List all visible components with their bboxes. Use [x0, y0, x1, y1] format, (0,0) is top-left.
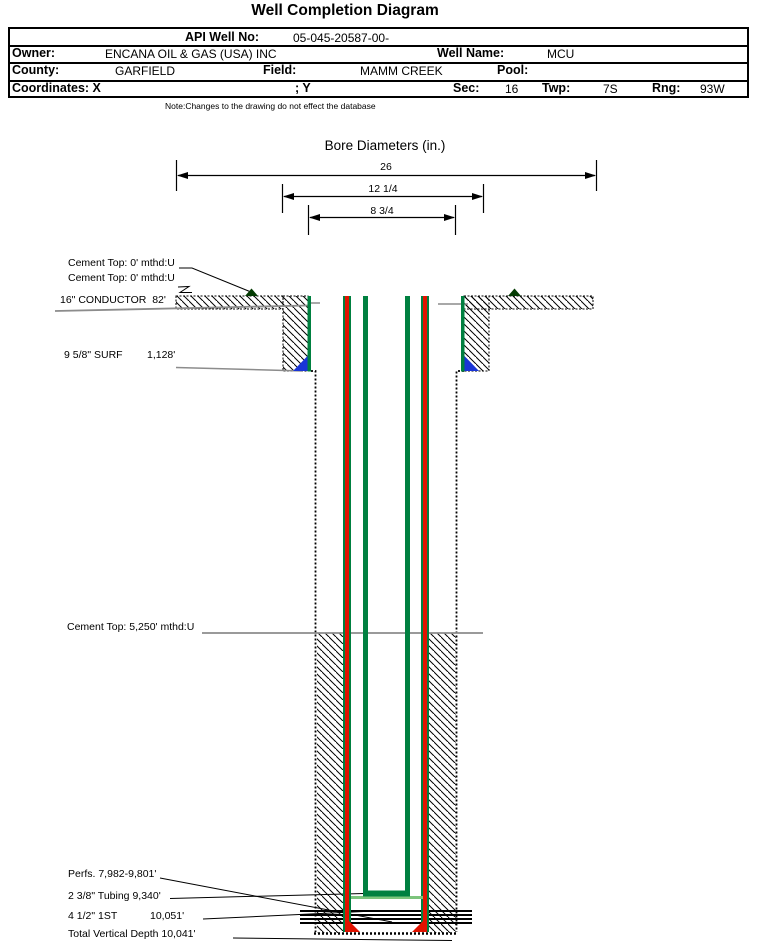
- api-label: API Well No:: [185, 30, 260, 44]
- dimension-26: [177, 160, 597, 191]
- coordinates-label: Coordinates: X: [12, 81, 101, 95]
- surface-casing-depth: 1,128': [147, 349, 176, 361]
- sec-value: 16: [505, 82, 519, 96]
- bore-diameter-12-1-4: 12 1/4: [368, 183, 398, 195]
- tvd-label: Total Vertical Depth 10,041': [68, 928, 196, 940]
- conductor-shoe-marker-right: [508, 289, 521, 297]
- first-casing-label: 4 1/2" 1ST: [68, 910, 118, 922]
- field-label: Field:: [263, 63, 297, 77]
- twp-label: Twp:: [542, 81, 571, 95]
- database-note: Note:Changes to the drawing do not effect the database: [165, 101, 376, 111]
- leader-lines: [55, 268, 483, 941]
- well-name-value: MCU: [547, 47, 575, 61]
- cement-top-5250-label: Cement Top: 5,250' mthd:U: [67, 621, 195, 633]
- perfs-label: Perfs. 7,982-9,801': [68, 868, 157, 880]
- production-cement-left: [317, 633, 343, 933]
- coordinate-y-label: ; Y: [295, 81, 311, 95]
- rng-value: 93W: [700, 82, 725, 96]
- production-casing-left: [345, 296, 349, 932]
- bore-diameter-26: 26: [380, 161, 392, 173]
- well-name-label: Well Name:: [437, 46, 505, 60]
- dimension-12-1-4: [283, 184, 484, 213]
- tvd-leader: [233, 938, 452, 941]
- conductor-shoe-marker-left: [245, 289, 258, 297]
- rng-label: Rng:: [652, 81, 681, 95]
- surface-casing-right: [461, 296, 465, 372]
- page-title: Well Completion Diagram: [251, 2, 439, 19]
- owner-value: ENCANA OIL & GAS (USA) INC: [105, 47, 277, 61]
- tubing-left: [363, 296, 368, 896]
- bore-diameters-title: Bore Diameters (in.): [324, 138, 446, 153]
- dimension-8-3-4: [309, 205, 456, 235]
- first-casing-depth: 10,051': [150, 910, 185, 922]
- tubing-bottom: [363, 891, 410, 897]
- twp-value: 7S: [603, 82, 618, 96]
- sec-label: Sec:: [453, 81, 480, 95]
- production-casing-right: [423, 296, 427, 932]
- bore-diameter-8-3-4: 8 3/4: [370, 205, 394, 217]
- owner-label: Owner:: [12, 46, 56, 60]
- surface-casing-left: [308, 296, 312, 372]
- tubing-label: 2 3/8" Tubing 9,340': [68, 890, 161, 902]
- field-value: MAMM CREEK: [360, 64, 443, 78]
- county-value: GARFIELD: [115, 64, 176, 78]
- tubing-right: [405, 296, 410, 896]
- api-value: 05-045-20587-00-: [293, 31, 390, 45]
- county-label: County:: [12, 63, 60, 77]
- surface-casing-label: 9 5/8" SURF: [64, 349, 123, 361]
- break-symbol: [178, 287, 192, 293]
- production-cement-right: [429, 633, 456, 933]
- pool-label: Pool:: [497, 63, 529, 77]
- cement-top-0-label-1: Cement Top: 0' mthd:U: [68, 257, 175, 269]
- conductor-label: 16" CONDUCTOR 82': [60, 294, 166, 306]
- cement-top-0-label-2: Cement Top: 0' mthd:U: [68, 272, 175, 284]
